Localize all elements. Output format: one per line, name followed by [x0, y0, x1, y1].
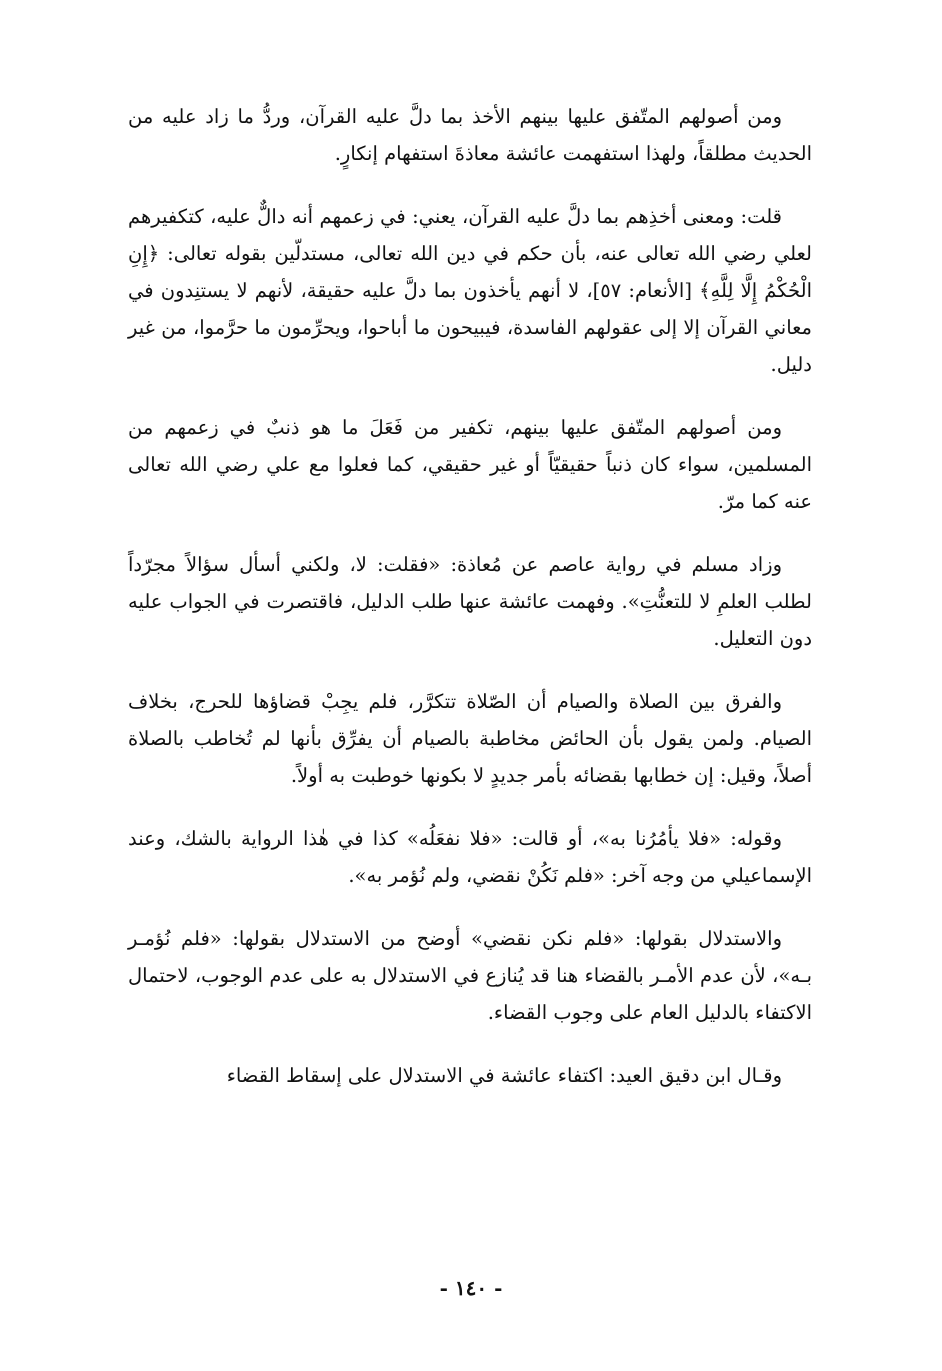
paragraph-4: وزاد مسلم في رواية عاصم عن مُعاذة: «فقلت: لا، ولكني أسأل سؤالاً مجرّداً لطلب العلمِ لا للتعنُّتِ». وفهمت عائشة عنها طلب الدليل، فاقتصرت في الجواب عليه دون التعليل.: [128, 553, 812, 650]
paragraph-8: وقـال ابن دقيق العيد: اكتفاء عائشة في الاستدلال على إسقاط القضاء: [226, 1064, 782, 1087]
paragraph-6: وقوله: «فلا يأمُرُنا به»، أو قالت: «فلا نفعَلُه» كذا في هٰذا الرواية بالشك، وعند الإسماعيلي من وجه آخر: «فلم نَكُنْ نقضي، ولم نُؤمر به».: [128, 827, 812, 887]
page-body: [128, 98, 812, 1094]
paragraph-7: والاستدلال بقولها: «فلم نكن نقضي» أوضح من الاستدلال بقولها: «فلم نُؤمـر بـه»، لأن عدم الأمـر بالقضاء هنا قد يُنازع في الاستدلال به على عدم الوجوب، لاحتمال الاكتفاء بالدليل العام على وجوب القضاء.: [128, 927, 812, 1024]
paragraph-5: والفرق بين الصلاة والصيام أن الصّلاة تتكرَّر، فلم يجِبْ قضاؤها للحرج، بخلاف الصيام. ولمن يقول بأن الحائض مخاطبة بالصيام أن يفرِّق بأنها لم تُخاطب بالصلاة أصلاً، وقيل: إن خطابها بقضائه بأمر جديدٍ لا بكونها خوطبت به أولاً.: [128, 690, 812, 787]
paragraph-2: قلت: ومعنى أخذِهم بما دلَّ عليه القرآن، يعني: في زعمهم أنه دالٌّ عليه، كتكفيرهم لعلي رضي الله تعالى عنه، بأن حكم في دين الله تعالى، مستدلّين بقوله تعالى: ﴿إِنِ الْحُكْمُ إِلَّا لِلَّهِ﴾ [الأنعام: ٥٧]، لا أنهم يأخذون بما دلَّ عليه حقيقة، لأنهم لا يستنِدون في معاني القرآن إلا إلى عقولهم الفاسدة، فيبيحون ما أباحوا، ويحرِّمون ما حرَّموا، من غير دليل.: [128, 205, 812, 376]
paragraph-3: ومن أصولهم المتّفق عليها بينهم، تكفير من فَعَلَ ما هو ذنبٌ في زعمهم من المسلمين، سواء كان ذنباً حقيقيّاً أو غير حقيقي، كما فعلوا مع علي رضي الله تعالى عنه كما مرّ.: [128, 416, 812, 513]
page-number: - ١٤٠ -: [439, 1276, 503, 1300]
paragraph-1: ومن أصولهم المتّفق عليها بينهم الأخذ بما دلَّ عليه القرآن، وردُّ ما زاد عليه من الحديث مطلقاً، ولهذا استفهمت عائشة معاذةَ استفهام إنكارٍ.: [128, 105, 812, 165]
